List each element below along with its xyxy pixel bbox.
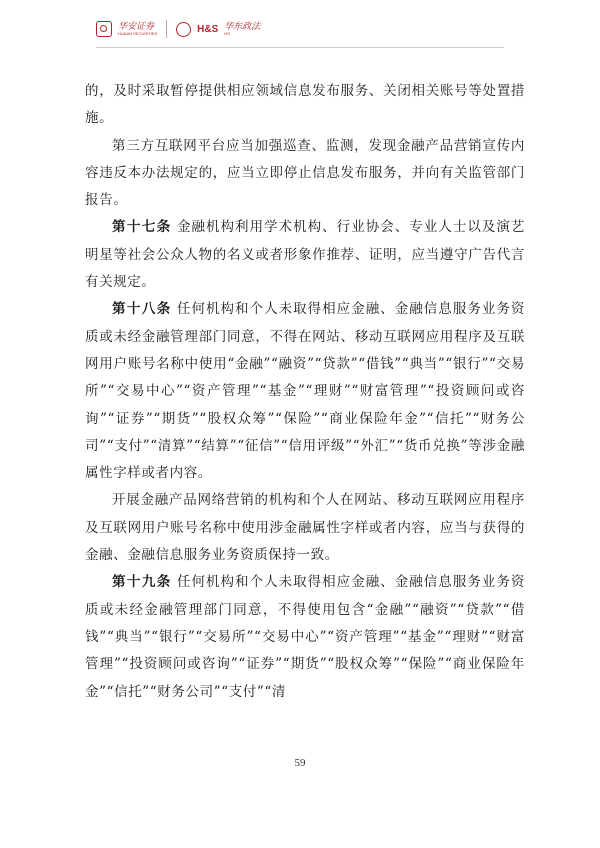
hs-logo-text: H&S xyxy=(197,23,219,35)
clause-label: 第十九条 xyxy=(112,574,172,591)
page-number: 59 xyxy=(294,757,306,769)
brand-logo-right-name: 华东政法 xyxy=(224,21,261,31)
paragraph xyxy=(85,296,525,487)
brand-logo-left-text: 华安证券 xyxy=(118,21,155,31)
brand-logo-right-sub: HS xyxy=(224,31,230,36)
clause-label: 第十八条 xyxy=(112,301,172,318)
page-header xyxy=(96,14,260,44)
paragraph xyxy=(85,133,525,215)
header-divider xyxy=(166,20,167,38)
paragraph xyxy=(85,78,525,133)
document-body xyxy=(85,78,525,706)
paragraph-text: 金融机构利用学术机构、行业协会、专业人士以及演艺明星等社会公众人物的名义或者形象作推荐、证明，应当遵守广告代言有关规定。 xyxy=(85,219,525,291)
paragraph-text: 第三方互联网平台应当加强巡查、监测，发现金融产品营销宣传内容违反本办法规定的，应当立即停止信息发布服务，并向有关监管部门报告。 xyxy=(85,137,525,209)
paragraph xyxy=(85,214,525,296)
header-rule xyxy=(96,47,504,48)
paragraph xyxy=(85,569,525,705)
paragraph xyxy=(85,487,525,569)
paragraph-text: 任何机构和个人未取得相应金融、金融信息服务业务资质或未经金融管理部门同意，不得在网站、移动互联网应用程序及互联网用户账号名称中使用“金融”“融资”“贷款”“借钱”“典当”“银行”“交易所”“交易中心”“资产管理”“基金”“理财”“财富管理”“投资顾问或咨询”“证券”“期货”“股权众筹”“保险”“商业保险年金”“信托”“财务公司”“支付”“清算”“结算”“征信”“信用评级”“外汇”“货币兑换”等涉金融属性字样或者内容。 xyxy=(85,301,525,482)
brand-logo-icon xyxy=(96,21,112,37)
brand-logo-left xyxy=(118,22,157,36)
paragraph-text: 任何机构和个人未取得相应金融、金融信息服务业务资质或未经金融管理部门同意，不得使用包含“金融”“融资”“贷款”“借钱”“典当”“银行”“交易所”“交易中心”“资产管理”“基金”“理财”“财富管理”“投资顾问或咨询”“证券”“期货”“股权众筹”“保险”“商业保险年金”“信托”“财务公司”“支付”“清 xyxy=(85,574,525,700)
hs-logo-icon xyxy=(176,22,191,37)
brand-logo-right xyxy=(224,22,260,36)
brand-logo-left-sub: HUAAN SECURITIES xyxy=(118,31,158,36)
paragraph-text: 开展金融产品网络营销的机构和个人在网站、移动互联网应用程序及互联网用户账号名称中使用涉金融属性字样或者内容，应当与获得的金融、金融信息服务业务资质保持一致。 xyxy=(85,492,525,564)
clause-label: 第十七条 xyxy=(112,219,172,236)
paragraph-text: 的，及时采取暂停提供相应领域信息发布服务、关闭相关账号等处置措施。 xyxy=(85,83,525,127)
